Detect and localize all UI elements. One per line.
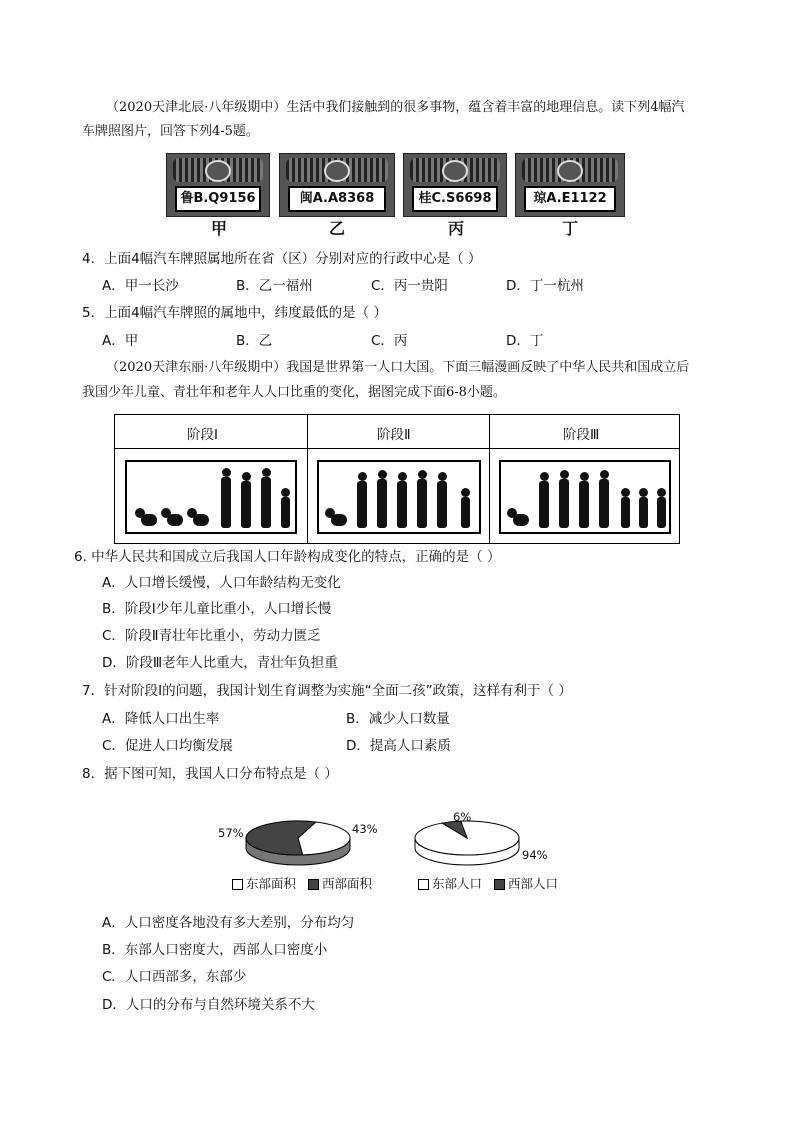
intro-2-line-2: 我国少年儿童、青壮年和老年人人口比重的变化，据图完成下面6-8小题。 [82, 385, 506, 400]
plate-jia-label: 甲 [211, 219, 228, 238]
car-logo-icon [442, 160, 468, 182]
pie-1-legend [232, 874, 372, 892]
legend-east-population: 东部人口 [432, 876, 483, 891]
option-a[interactable]: A．人口增长缓慢，人口年龄结构无变化 [102, 575, 341, 591]
adult-icon [597, 470, 611, 528]
intro-2-line-1: （2020天津东丽·八年级期中）我国是世界第一人口大国。下面三幅漫画反映了中华人民共和国成立后 [106, 360, 690, 375]
option-d[interactable]: D．丁一杭州 [506, 278, 584, 294]
child-icon [135, 508, 157, 528]
stage-2-header: 阶段Ⅱ [377, 427, 411, 443]
pie-2-east-label: 94% [522, 848, 548, 862]
legend-swatch-icon [418, 879, 429, 890]
car-logo-icon [324, 160, 350, 182]
legend-swatch-icon [232, 879, 243, 890]
option-a[interactable]: A．甲一长沙 [102, 278, 179, 294]
option-d[interactable]: D．丁 [506, 333, 544, 349]
stage-3-cartoon [499, 460, 671, 534]
option-b[interactable]: B．乙 [236, 333, 273, 349]
plate-bing-label: 丙 [448, 219, 465, 238]
intro-1-line-1: （2020天津北辰·八年级期中）生活中我们接触到的很多事物，蕴含着丰富的地理信息。读下列4幅汽 [106, 100, 685, 115]
plate-jia-image [166, 153, 270, 217]
plate-ding-number: 琼A.E1122 [524, 186, 616, 212]
option-d[interactable]: D．提高人口素质 [346, 738, 451, 754]
question-7-stem: 7．针对阶段Ⅰ的问题，我国计划生育调整为实施“全面二孩”政策，这样有利于（ ） [82, 683, 572, 699]
elder-icon [459, 488, 473, 528]
child-icon [161, 508, 183, 528]
legend-swatch-icon [308, 879, 319, 890]
question-8-stem: 8．据下图可知，我国人口分布特点是（ ） [82, 766, 338, 782]
stage-1-header: 阶段Ⅰ [187, 427, 218, 443]
elder-icon [637, 488, 651, 528]
plate-yi-number: 闽A.A8368 [288, 186, 386, 212]
child-icon [325, 508, 347, 528]
adult-icon [577, 472, 591, 528]
option-c[interactable]: C．阶段Ⅱ青壮年比重小，劳动力匮乏 [102, 628, 321, 644]
child-icon [187, 508, 209, 528]
stage-1-cartoon [125, 460, 297, 534]
legend-west-area: 西部面积 [321, 876, 372, 891]
option-c[interactable]: C．促进人口均衡发展 [102, 738, 233, 754]
plate-bing-number: 桂C.S6698 [412, 186, 498, 212]
adult-icon [415, 470, 429, 528]
option-a[interactable]: A．人口密度各地没有多大差别，分布均匀 [102, 915, 355, 931]
elder-icon [279, 488, 293, 528]
adult-icon [259, 468, 273, 528]
question-5-stem: 5．上面4幅汽车牌照的属地中，纬度最低的是（ ） [82, 305, 387, 321]
elder-icon [619, 488, 633, 528]
option-b[interactable]: B．减少人口数量 [346, 711, 450, 727]
option-c[interactable]: C．人口西部多，东部少 [102, 969, 247, 985]
plate-yi-image [279, 153, 395, 217]
option-b[interactable]: B．乙一福州 [236, 278, 313, 294]
option-b[interactable]: B．东部人口密度大，西部人口密度小 [102, 942, 328, 958]
pie-1-west-label: 57% [218, 826, 244, 840]
question-4-stem: 4．上面4幅汽车牌照属地所在省（区）分别对应的行政中心是（ ） [82, 251, 482, 267]
intro-1-line-2: 车牌照图片，回答下列4-5题。 [82, 124, 259, 139]
option-d[interactable]: D．人口的分布与自然环境关系不大 [102, 997, 315, 1013]
plate-ding-label: 丁 [562, 219, 579, 238]
plate-jia-number: 鲁B.Q9156 [175, 186, 261, 212]
car-logo-icon [557, 160, 583, 182]
legend-swatch-icon [494, 879, 505, 890]
option-b[interactable]: B．阶段Ⅰ少年儿童比重小，人口增长慢 [102, 601, 332, 617]
child-icon [507, 508, 529, 528]
adult-icon [375, 470, 389, 528]
question-6-stem: 6. 中华人民共和国成立后我国人口年龄构成变化的特点，正确的是（ ） [74, 549, 501, 565]
adult-icon [435, 472, 449, 528]
plate-ding-image [515, 153, 625, 217]
plate-bing-image [403, 153, 507, 217]
adult-icon [355, 472, 369, 528]
adult-icon [239, 472, 253, 528]
option-c[interactable]: C．丙一贵阳 [371, 278, 448, 294]
option-a[interactable]: A．降低人口出生率 [102, 711, 220, 727]
plate-yi-label: 乙 [329, 219, 346, 238]
option-d[interactable]: D．阶段Ⅲ老年人比重大，青壮年负担重 [102, 655, 338, 671]
legend-east-area: 东部面积 [246, 876, 297, 891]
adult-icon [395, 472, 409, 528]
option-a[interactable]: A．甲 [102, 333, 139, 349]
legend-west-population: 西部人口 [507, 876, 558, 891]
elder-icon [655, 488, 669, 528]
adult-icon [537, 472, 551, 528]
stage-2-cartoon [317, 460, 481, 534]
adult-icon [557, 470, 571, 528]
pie-2-west-label: 6% [453, 810, 472, 824]
population-stage-table [114, 414, 680, 544]
option-c[interactable]: C．丙 [371, 333, 408, 349]
adult-icon [219, 468, 233, 528]
car-logo-icon [205, 160, 231, 182]
pie-1-east-label: 43% [352, 822, 378, 836]
pie-2-legend [418, 874, 558, 892]
stage-3-header: 阶段Ⅲ [563, 427, 600, 443]
